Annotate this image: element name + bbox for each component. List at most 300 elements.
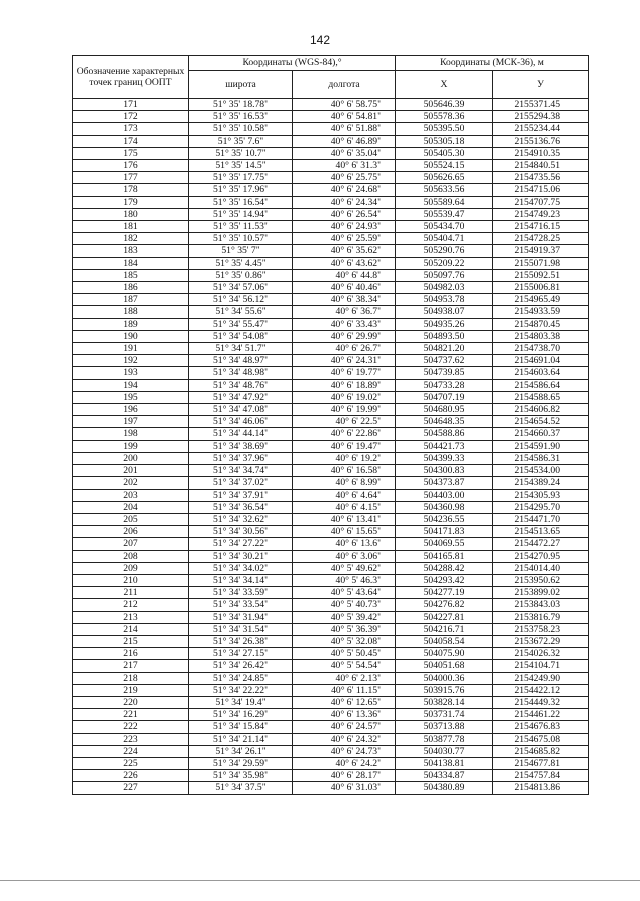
table-row — [73, 440, 589, 452]
cell-x: 504421.73 — [396, 440, 493, 452]
cell-latitude: 51° 34' 22.22" — [189, 684, 293, 696]
cell-x: 504373.87 — [396, 477, 493, 489]
cell-point-id: 200 — [73, 452, 189, 464]
cell-x: 504030.77 — [396, 745, 493, 757]
table-row — [73, 587, 589, 599]
cell-y: 2154513.65 — [493, 526, 589, 538]
table-row — [73, 208, 589, 220]
cell-longitude: 40° 5' 32.08" — [293, 635, 396, 647]
cell-x: 504737.62 — [396, 355, 493, 367]
cell-point-id: 221 — [73, 709, 189, 721]
cell-point-id: 203 — [73, 489, 189, 501]
cell-latitude: 51° 34' 48.76" — [189, 379, 293, 391]
cell-y: 2154840.51 — [493, 160, 589, 172]
cell-y: 2155294.38 — [493, 111, 589, 123]
cell-x: 504648.35 — [396, 416, 493, 428]
cell-latitude: 51° 34' 48.98" — [189, 367, 293, 379]
cell-point-id: 182 — [73, 233, 189, 245]
table-row — [73, 477, 589, 489]
cell-longitude: 40° 6' 16.58" — [293, 465, 396, 477]
cell-y: 2154685.82 — [493, 745, 589, 757]
cell-point-id: 193 — [73, 367, 189, 379]
cell-latitude: 51° 35' 17.96" — [189, 184, 293, 196]
cell-y: 2154586.31 — [493, 452, 589, 464]
cell-longitude: 40° 6' 24.73" — [293, 745, 396, 757]
cell-x: 504058.54 — [396, 635, 493, 647]
cell-point-id: 216 — [73, 648, 189, 660]
cell-latitude: 51° 34' 21.14" — [189, 733, 293, 745]
cell-point-id: 198 — [73, 428, 189, 440]
table-row — [73, 770, 589, 782]
table-row — [73, 696, 589, 708]
cell-y: 2155234.44 — [493, 123, 589, 135]
cell-y: 2154422.12 — [493, 684, 589, 696]
cell-longitude: 40° 6' 3.06" — [293, 550, 396, 562]
table-row — [73, 172, 589, 184]
cell-point-id: 214 — [73, 623, 189, 635]
cell-point-id: 224 — [73, 745, 189, 757]
cell-point-id: 175 — [73, 147, 189, 159]
cell-y: 2155006.81 — [493, 282, 589, 294]
table-row — [73, 709, 589, 721]
page-number: 142 — [309, 33, 331, 47]
cell-point-id: 192 — [73, 355, 189, 367]
cell-point-id: 204 — [73, 501, 189, 513]
cell-latitude: 51° 34' 47.92" — [189, 391, 293, 403]
cell-latitude: 51° 34' 54.08" — [189, 330, 293, 342]
header-designation: Обозначение характерных точек границ ООПТ — [73, 56, 189, 99]
cell-point-id: 227 — [73, 782, 189, 794]
cell-point-id: 177 — [73, 172, 189, 184]
cell-longitude: 40° 5' 50.45" — [293, 648, 396, 660]
cell-latitude: 51° 35' 11.53" — [189, 221, 293, 233]
cell-x: 505578.36 — [396, 111, 493, 123]
table-row — [73, 745, 589, 757]
cell-y: 2154654.52 — [493, 416, 589, 428]
cell-y: 2154586.64 — [493, 379, 589, 391]
cell-longitude: 40° 5' 39.42" — [293, 611, 396, 623]
table-body — [73, 99, 589, 795]
cell-longitude: 40° 6' 19.47" — [293, 440, 396, 452]
cell-longitude: 40° 6' 15.65" — [293, 526, 396, 538]
cell-y: 2154270.95 — [493, 550, 589, 562]
cell-point-id: 189 — [73, 318, 189, 330]
cell-latitude: 51° 35' 10.57" — [189, 233, 293, 245]
cell-longitude: 40° 5' 36.39" — [293, 623, 396, 635]
cell-longitude: 40° 6' 8.99" — [293, 477, 396, 489]
cell-latitude: 51° 35' 14.5" — [189, 160, 293, 172]
cell-x: 504403.00 — [396, 489, 493, 501]
cell-x: 504680.95 — [396, 404, 493, 416]
cell-x: 505524.15 — [396, 160, 493, 172]
cell-x: 503915.76 — [396, 684, 493, 696]
header-x: X — [396, 71, 493, 99]
cell-longitude: 40° 6' 31.03" — [293, 782, 396, 794]
cell-y: 2153950.62 — [493, 574, 589, 586]
table-row — [73, 123, 589, 135]
cell-longitude: 40° 6' 13.41" — [293, 513, 396, 525]
cell-point-id: 202 — [73, 477, 189, 489]
table-row — [73, 391, 589, 403]
cell-x: 505633.56 — [396, 184, 493, 196]
cell-point-id: 213 — [73, 611, 189, 623]
cell-longitude: 40° 6' 36.7" — [293, 306, 396, 318]
cell-longitude: 40° 6' 26.7" — [293, 343, 396, 355]
table-row — [73, 245, 589, 257]
cell-x: 504277.19 — [396, 587, 493, 599]
cell-y: 2155071.98 — [493, 257, 589, 269]
cell-y: 2154738.70 — [493, 343, 589, 355]
cell-y: 2154965.49 — [493, 294, 589, 306]
table-row — [73, 196, 589, 208]
table-row — [73, 111, 589, 123]
table-row — [73, 538, 589, 550]
cell-longitude: 40° 6' 4.64" — [293, 489, 396, 501]
cell-point-id: 219 — [73, 684, 189, 696]
cell-x: 505434.70 — [396, 221, 493, 233]
cell-longitude: 40° 6' 26.54" — [293, 208, 396, 220]
cell-latitude: 51° 34' 36.54" — [189, 501, 293, 513]
cell-longitude: 40° 6' 11.15" — [293, 684, 396, 696]
table-row — [73, 233, 589, 245]
cell-point-id: 171 — [73, 99, 189, 111]
cell-longitude: 40° 6' 19.77" — [293, 367, 396, 379]
cell-y: 2154910.35 — [493, 147, 589, 159]
cell-y: 2154933.59 — [493, 306, 589, 318]
cell-y: 2154603.64 — [493, 367, 589, 379]
cell-point-id: 190 — [73, 330, 189, 342]
cell-y: 2154677.81 — [493, 757, 589, 769]
cell-y: 2154749.23 — [493, 208, 589, 220]
cell-x: 504300.83 — [396, 465, 493, 477]
cell-y: 2154716.15 — [493, 221, 589, 233]
table-row — [73, 416, 589, 428]
cell-latitude: 51° 34' 30.21" — [189, 550, 293, 562]
table-row — [73, 221, 589, 233]
table-row — [73, 562, 589, 574]
header-y: У — [493, 71, 589, 99]
cell-x: 504935.26 — [396, 318, 493, 330]
header-latitude: широта — [189, 71, 293, 99]
cell-longitude: 40° 6' 13.6" — [293, 538, 396, 550]
cell-x: 504953.78 — [396, 294, 493, 306]
cell-y: 2154870.45 — [493, 318, 589, 330]
cell-x: 504075.90 — [396, 648, 493, 660]
cell-point-id: 173 — [73, 123, 189, 135]
cell-latitude: 51° 34' 48.97" — [189, 355, 293, 367]
cell-latitude: 51° 34' 16.29" — [189, 709, 293, 721]
cell-x: 504821.20 — [396, 343, 493, 355]
cell-latitude: 51° 34' 26.42" — [189, 660, 293, 672]
cell-longitude: 40° 6' 19.02" — [293, 391, 396, 403]
cell-latitude: 51° 34' 35.98" — [189, 770, 293, 782]
table-row — [73, 721, 589, 733]
table-row — [73, 355, 589, 367]
table-row — [73, 379, 589, 391]
cell-x: 504236.55 — [396, 513, 493, 525]
cell-point-id: 195 — [73, 391, 189, 403]
cell-longitude: 40° 6' 38.34" — [293, 294, 396, 306]
cell-y: 2154691.04 — [493, 355, 589, 367]
cell-y: 2154249.90 — [493, 672, 589, 684]
cell-y: 2154305.93 — [493, 489, 589, 501]
cell-x: 504276.82 — [396, 599, 493, 611]
cell-longitude: 40° 6' 43.62" — [293, 257, 396, 269]
cell-y: 2154389.24 — [493, 477, 589, 489]
cell-x: 504216.71 — [396, 623, 493, 635]
cell-longitude: 40° 6' 33.43" — [293, 318, 396, 330]
table-row — [73, 330, 589, 342]
cell-longitude: 40° 5' 54.54" — [293, 660, 396, 672]
cell-point-id: 197 — [73, 416, 189, 428]
cell-point-id: 209 — [73, 562, 189, 574]
cell-latitude: 51° 34' 31.94" — [189, 611, 293, 623]
cell-x: 505097.76 — [396, 269, 493, 281]
cell-longitude: 40° 6' 44.8" — [293, 269, 396, 281]
cell-y: 2154757.84 — [493, 770, 589, 782]
cell-latitude: 51° 34' 32.62" — [189, 513, 293, 525]
cell-latitude: 51° 34' 44.14" — [189, 428, 293, 440]
cell-point-id: 184 — [73, 257, 189, 269]
cell-longitude: 40° 6' 40.46" — [293, 282, 396, 294]
cell-longitude: 40° 6' 25.75" — [293, 172, 396, 184]
cell-longitude: 40° 6' 46.89" — [293, 135, 396, 147]
cell-longitude: 40° 6' 24.68" — [293, 184, 396, 196]
cell-y: 2153672.29 — [493, 635, 589, 647]
cell-x: 504000.36 — [396, 672, 493, 684]
cell-latitude: 51° 34' 38.69" — [189, 440, 293, 452]
cell-y: 2154472.27 — [493, 538, 589, 550]
cell-point-id: 226 — [73, 770, 189, 782]
cell-point-id: 207 — [73, 538, 189, 550]
cell-point-id: 188 — [73, 306, 189, 318]
table-row — [73, 184, 589, 196]
cell-point-id: 186 — [73, 282, 189, 294]
cell-longitude: 40° 6' 19.2" — [293, 452, 396, 464]
cell-latitude: 51° 35' 10.58" — [189, 123, 293, 135]
cell-y: 2153899.02 — [493, 587, 589, 599]
table-row — [73, 648, 589, 660]
cell-y: 2154813.86 — [493, 782, 589, 794]
cell-longitude: 40° 6' 51.88" — [293, 123, 396, 135]
table-row — [73, 147, 589, 159]
cell-point-id: 215 — [73, 635, 189, 647]
table-row — [73, 599, 589, 611]
cell-y: 2154014.40 — [493, 562, 589, 574]
cell-x: 505539.47 — [396, 208, 493, 220]
cell-point-id: 196 — [73, 404, 189, 416]
cell-latitude: 51° 34' 33.54" — [189, 599, 293, 611]
cell-longitude: 40° 6' 24.57" — [293, 721, 396, 733]
header-msk-group: Координаты (МСК-36), м — [396, 56, 589, 71]
cell-point-id: 220 — [73, 696, 189, 708]
cell-latitude: 51° 34' 26.38" — [189, 635, 293, 647]
cell-longitude: 40° 6' 13.36" — [293, 709, 396, 721]
cell-point-id: 205 — [73, 513, 189, 525]
table-row — [73, 367, 589, 379]
table-row — [73, 550, 589, 562]
cell-point-id: 178 — [73, 184, 189, 196]
cell-x: 504288.42 — [396, 562, 493, 574]
cell-x: 503877.78 — [396, 733, 493, 745]
cell-latitude: 51° 35' 18.78" — [189, 99, 293, 111]
cell-x: 504334.87 — [396, 770, 493, 782]
cell-point-id: 218 — [73, 672, 189, 684]
table-row — [73, 343, 589, 355]
cell-latitude: 51° 35' 4.45" — [189, 257, 293, 269]
cell-x: 503731.74 — [396, 709, 493, 721]
cell-latitude: 51° 34' 27.22" — [189, 538, 293, 550]
cell-point-id: 225 — [73, 757, 189, 769]
table-row — [73, 623, 589, 635]
cell-y: 2154295.70 — [493, 501, 589, 513]
cell-longitude: 40° 5' 43.64" — [293, 587, 396, 599]
cell-x: 504293.42 — [396, 574, 493, 586]
cell-latitude: 51° 35' 16.53" — [189, 111, 293, 123]
cell-longitude: 40° 6' 25.59" — [293, 233, 396, 245]
cell-latitude: 51° 34' 37.02" — [189, 477, 293, 489]
cell-y: 2155371.45 — [493, 99, 589, 111]
cell-x: 504588.86 — [396, 428, 493, 440]
cell-point-id: 179 — [73, 196, 189, 208]
cell-y: 2154919.37 — [493, 245, 589, 257]
cell-y: 2153843.03 — [493, 599, 589, 611]
cell-longitude: 40° 5' 40.73" — [293, 599, 396, 611]
table-row — [73, 574, 589, 586]
cell-latitude: 51° 34' 57.06" — [189, 282, 293, 294]
cell-latitude: 51° 34' 37.91" — [189, 489, 293, 501]
table-row — [73, 294, 589, 306]
cell-x: 505290.76 — [396, 245, 493, 257]
table-row — [73, 611, 589, 623]
cell-longitude: 40° 6' 35.04" — [293, 147, 396, 159]
table-row — [73, 757, 589, 769]
cell-latitude: 51° 35' 7.6" — [189, 135, 293, 147]
cell-x: 505395.50 — [396, 123, 493, 135]
cell-y: 2155136.76 — [493, 135, 589, 147]
cell-latitude: 51° 34' 26.1" — [189, 745, 293, 757]
cell-longitude: 40° 6' 4.15" — [293, 501, 396, 513]
table-row — [73, 282, 589, 294]
cell-x: 505404.71 — [396, 233, 493, 245]
cell-y: 2154660.37 — [493, 428, 589, 440]
cell-x: 504399.33 — [396, 452, 493, 464]
cell-longitude: 40° 6' 19.99" — [293, 404, 396, 416]
table-row — [73, 489, 589, 501]
cell-x: 504360.98 — [396, 501, 493, 513]
cell-longitude: 40° 6' 22.86" — [293, 428, 396, 440]
cell-x: 504380.89 — [396, 782, 493, 794]
cell-latitude: 51° 34' 55.6" — [189, 306, 293, 318]
table-row — [73, 452, 589, 464]
cell-x: 504051.68 — [396, 660, 493, 672]
table-row — [73, 135, 589, 147]
cell-point-id: 176 — [73, 160, 189, 172]
table-row — [73, 404, 589, 416]
cell-x: 504165.81 — [396, 550, 493, 562]
cell-point-id: 199 — [73, 440, 189, 452]
table-row — [73, 160, 589, 172]
cell-longitude: 40° 6' 24.2" — [293, 757, 396, 769]
cell-point-id: 181 — [73, 221, 189, 233]
cell-point-id: 206 — [73, 526, 189, 538]
cell-y: 2153758.23 — [493, 623, 589, 635]
cell-x: 505589.64 — [396, 196, 493, 208]
cell-x: 504707.19 — [396, 391, 493, 403]
table-row — [73, 672, 589, 684]
table-row — [73, 733, 589, 745]
cell-longitude: 40° 6' 12.65" — [293, 696, 396, 708]
cell-latitude: 51° 34' 46.06" — [189, 416, 293, 428]
cell-latitude: 51° 34' 15.84" — [189, 721, 293, 733]
cell-y: 2153816.79 — [493, 611, 589, 623]
table-row — [73, 660, 589, 672]
cell-longitude: 40° 6' 54.81" — [293, 111, 396, 123]
cell-y: 2154803.38 — [493, 330, 589, 342]
table-row — [73, 501, 589, 513]
cell-point-id: 211 — [73, 587, 189, 599]
cell-y: 2155092.51 — [493, 269, 589, 281]
cell-y: 2154026.32 — [493, 648, 589, 660]
cell-latitude: 51° 35' 16.54" — [189, 196, 293, 208]
cell-latitude: 51° 34' 24.85" — [189, 672, 293, 684]
table-row — [73, 782, 589, 794]
cell-longitude: 40° 6' 18.89" — [293, 379, 396, 391]
table-row — [73, 635, 589, 647]
cell-x: 505626.65 — [396, 172, 493, 184]
cell-latitude: 51° 34' 56.12" — [189, 294, 293, 306]
cell-point-id: 212 — [73, 599, 189, 611]
table-row — [73, 513, 589, 525]
cell-latitude: 51° 34' 29.59" — [189, 757, 293, 769]
cell-latitude: 51° 34' 34.02" — [189, 562, 293, 574]
cell-x: 505209.22 — [396, 257, 493, 269]
cell-latitude: 51° 35' 14.94" — [189, 208, 293, 220]
cell-longitude: 40° 6' 22.5" — [293, 416, 396, 428]
cell-x: 504171.83 — [396, 526, 493, 538]
cell-x: 503713.88 — [396, 721, 493, 733]
cell-y: 2154606.82 — [493, 404, 589, 416]
cell-y: 2154676.83 — [493, 721, 589, 733]
cell-x: 505305.18 — [396, 135, 493, 147]
cell-x: 505405.30 — [396, 147, 493, 159]
cell-latitude: 51° 34' 19.4" — [189, 696, 293, 708]
cell-latitude: 51° 34' 47.08" — [189, 404, 293, 416]
cell-point-id: 223 — [73, 733, 189, 745]
cell-latitude: 51° 34' 31.54" — [189, 623, 293, 635]
cell-longitude: 40° 5' 49.62" — [293, 562, 396, 574]
cell-latitude: 51° 34' 37.96" — [189, 452, 293, 464]
cell-y: 2154591.90 — [493, 440, 589, 452]
cell-point-id: 191 — [73, 343, 189, 355]
cell-x: 504893.50 — [396, 330, 493, 342]
cell-x: 504227.81 — [396, 611, 493, 623]
cell-y: 2154104.71 — [493, 660, 589, 672]
header-wgs-group: Координаты (WGS-84),° — [189, 56, 396, 71]
cell-x: 504739.85 — [396, 367, 493, 379]
cell-latitude: 51° 34' 33.59" — [189, 587, 293, 599]
cell-y: 2154707.75 — [493, 196, 589, 208]
cell-x: 504733.28 — [396, 379, 493, 391]
cell-latitude: 51° 35' 10.7" — [189, 147, 293, 159]
cell-point-id: 172 — [73, 111, 189, 123]
cell-latitude: 51° 35' 7" — [189, 245, 293, 257]
cell-y: 2154449.32 — [493, 696, 589, 708]
cell-longitude: 40° 6' 28.17" — [293, 770, 396, 782]
table-row — [73, 306, 589, 318]
cell-point-id: 183 — [73, 245, 189, 257]
table-row — [73, 465, 589, 477]
